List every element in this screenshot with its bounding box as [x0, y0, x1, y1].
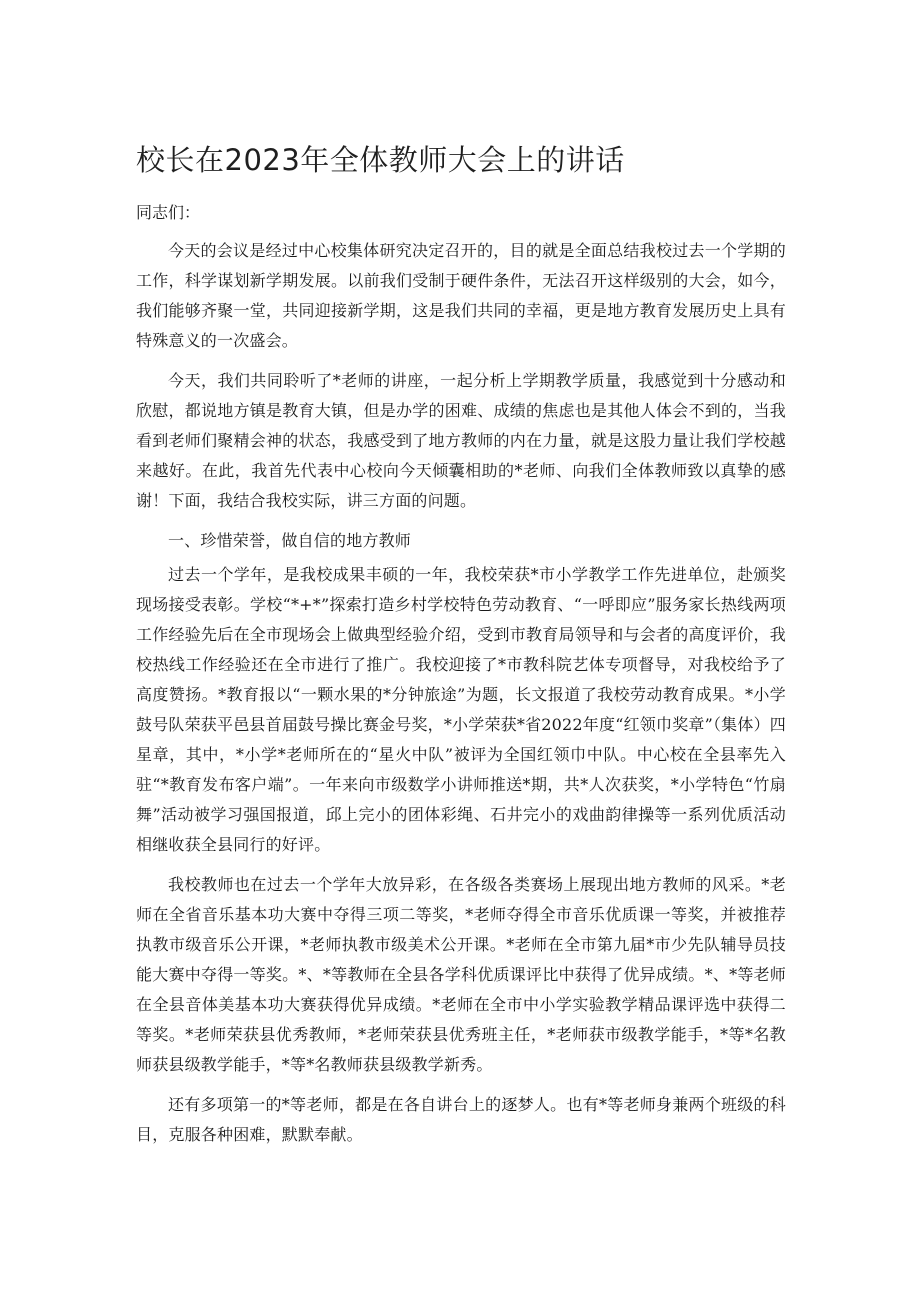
paragraph-dedication: 还有多项第一的*等老师，都是在各自讲台上的逐梦人。也有*等老师身兼两个班级的科目，克服各种困难，默默奉献。: [136, 1095, 786, 1144]
salutation: 同志们：: [136, 203, 201, 222]
paragraph-opening: 今天的会议是经过中心校集体研究决定召开的，目的就是全面总结我校过去一个学期的工作，科学谋划新学期发展。以前我们受制于硬件条件，无法召开这样级别的大会，如今，我们能够齐聚一堂，共同迎接新学期，这是我们共同的幸福，更是地方教育发展历史上具有特殊意义的一次盛会。: [136, 241, 786, 350]
section-heading-1: 一、珍惜荣誉，做自信的地方教师: [168, 531, 412, 550]
paragraph-teacher-achievements: 我校教师也在过去一个学年大放异彩，在各级各类赛场上展现出地方教师的风采。*老师在全省音乐基本功大赛中夺得三项二等奖，*老师夺得全市音乐优质课一等奖，并被推荐执教市级音乐公开课，*老师执教市级美术公开课。*老师在全市第九届*市少先队辅导员技能大赛中夺得一等奖。*、*等教师在全县各学科优质课评比中获得了优异成绩。*、*等老师在全县音体美基本功大赛获得优异成绩。*老师在全市中小学实验教学精品课评选中获得二等奖。*老师荣获县优秀教师，*老师荣获县优秀班主任，*老师获市级教学能手，*等*名教师获县级教学能手，*等*名教师获县级教学新秀。: [136, 875, 786, 1074]
document-body: [136, 236, 786, 1160]
document-title: 校长在2023年全体教师大会上的讲话: [136, 143, 625, 177]
paragraph-thanks: 今天，我们共同聆听了*老师的讲座，一起分析上学期教学质量，我感觉到十分感动和欣慰，都说地方镇是教育大镇，但是办学的困难、成绩的焦虑也是其他人体会不到的，当我看到老师们聚精会神的状态，我感受到了地方教师的内在力量，就是这股力量让我们学校越来越好。在此，我首先代表中心校向今天倾囊相助的*老师、向我们全体教师致以真挚的感谢！下面，我结合我校实际，讲三方面的问题。: [136, 371, 786, 510]
paragraph-school-achievements: 过去一个学年，是我校成果丰硕的一年，我校荣获*市小学教学工作先进单位，赴颁奖现场接受表彰。学校“*+*”探索打造乡村学校特色劳动教育、“一呼即应”服务家长热线两项工作经验先后在全市现场会上做典型经验介绍，受到市教育局领导和与会者的高度评价，我校热线工作经验还在全市进行了推广。我校迎接了*市教科院艺体专项督导，对我校给予了高度赞扬。*教育报以“一颗水果的*分钟旅途”为题，长文报道了我校劳动教育成果。*小学鼓号队荣获平邑县首届鼓号操比赛金号奖，*小学荣获*省2022年度“红领巾奖章”（集体）四星章，其中，*小学*老师所在的“星火中队”被评为全国红领巾中队。中心校在全县率先入驻“*教育发布客户端”。一年来向市级数学小讲师推送*期，共*人次获奖，*小学特色“竹扇舞”活动被学习强国报道，邱上完小的团体彩绳、石井完小的戏曲韵律操等一系列优质活动相继收获全县同行的好评。: [136, 565, 786, 854]
